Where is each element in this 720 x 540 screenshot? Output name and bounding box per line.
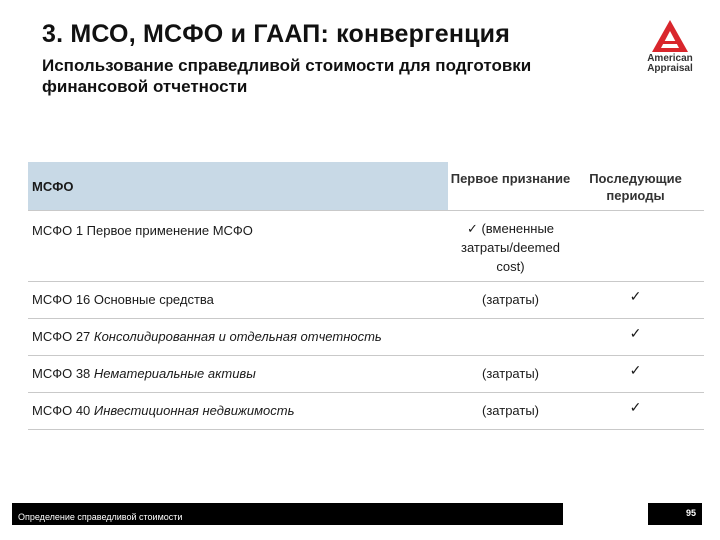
initial-recognition-cell: (затраты): [482, 403, 539, 418]
table-row: [28, 211, 704, 282]
subsequent-periods-cell: ✓: [629, 399, 642, 415]
slide-subtitle: Использование справедливой стоимости для подготовки финансовой отчетности: [42, 56, 532, 96]
table-row: [28, 393, 704, 430]
page-number: 95: [685, 508, 696, 518]
header-initial-label: Первое признание: [450, 171, 571, 186]
page-number-box: [648, 503, 702, 525]
standard-name: МСФО 16 Основные средства: [32, 292, 214, 307]
footer-text: Определение справедливой стоимости: [18, 512, 183, 522]
logo-line2: Appraisal: [647, 63, 693, 74]
table-header-row: [28, 162, 704, 211]
american-appraisal-logo: [638, 18, 702, 82]
slide-title: 3. МСО, МСФО и ГААП: конвергенция: [42, 20, 511, 48]
standard-name: МСФО 1 Первое применение МСФО: [32, 223, 253, 238]
initial-recognition-cell: (затраты): [482, 366, 539, 381]
standards-table: [28, 162, 704, 430]
subsequent-periods-cell: ✓: [629, 325, 642, 341]
standard-name: МСФО 27 Консолидированная и отдельная отчетность: [32, 329, 382, 344]
table-row: [28, 356, 704, 393]
table-row: [28, 319, 704, 356]
subsequent-periods-cell: ✓: [629, 362, 642, 378]
subsequent-periods-cell: ✓: [629, 288, 642, 304]
logo-triangle-icon: [650, 18, 690, 54]
logo-line1: American: [647, 53, 693, 64]
header-subsequent-label: Последующие периоды: [589, 171, 682, 203]
header-standard-label: МСФО: [32, 179, 74, 194]
standard-name: МСФО 38 Нематериальные активы: [32, 366, 256, 381]
header-standard-cell: [28, 162, 448, 210]
standard-name: МСФО 40 Инвестиционная недвижимость: [32, 403, 295, 418]
footer-bar: [12, 503, 563, 525]
table-row: [28, 282, 704, 319]
initial-recognition-cell: (затраты): [482, 292, 539, 307]
initial-recognition-cell: ✓ (вмененные затраты/deemed cost): [461, 221, 560, 274]
